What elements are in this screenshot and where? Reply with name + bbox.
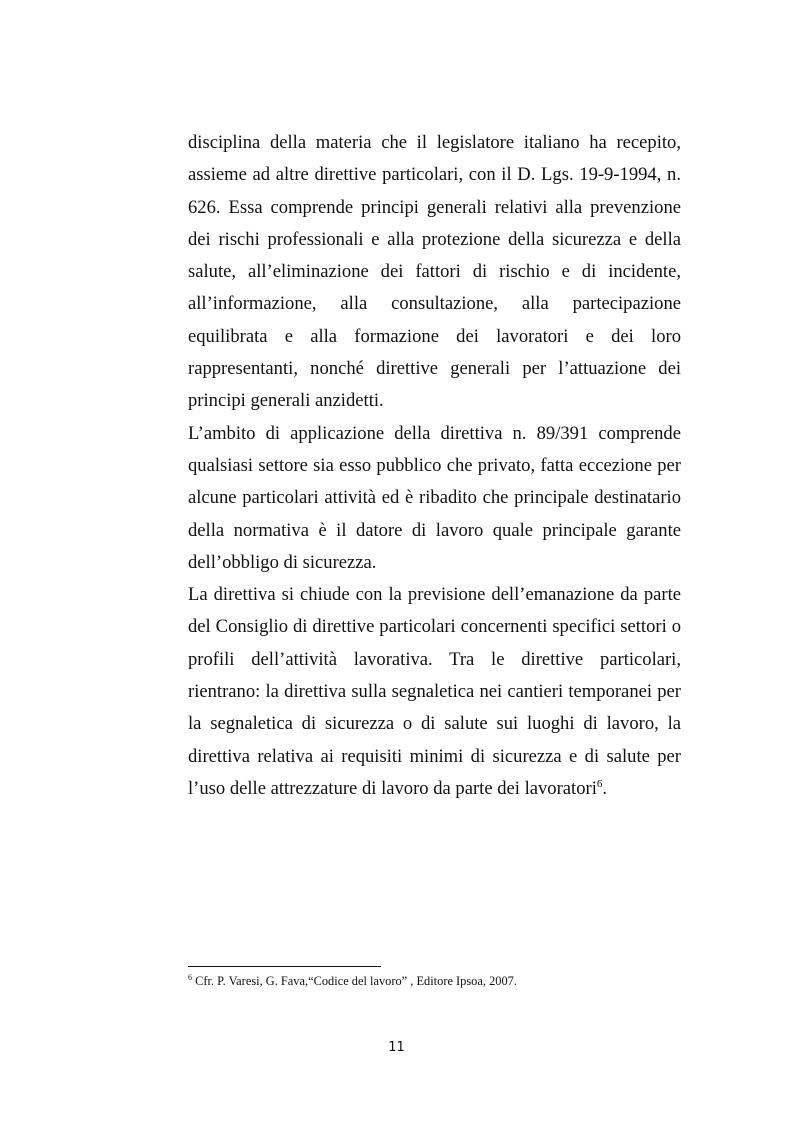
paragraph-1-text: disciplina della materia che il legislatore italiano ha recepito, assieme ad altre direttive particolari, con il D. Lgs. 19-9-1994, n. 626. Essa comprende principi generali relativi alla prevenzione dei rischi professionali e alla protezione della sicurezza e della salute, all’eliminazione dei fattori di rischio e di incidente, all’informazione, alla consultazione, alla partecipazione equilibrata e alla formazione dei lavoratori e dei loro rappresentanti, nonché direttive generali per l’attuazione dei principi generali anzidetti. — [188, 132, 681, 412]
footnote-reference[interactable]: 6 — [596, 777, 603, 790]
page-number: 11 — [388, 1040, 405, 1055]
footnote — [188, 973, 681, 989]
paragraph-3-trailing: . — [602, 777, 608, 799]
paragraph-1 — [188, 127, 681, 418]
paragraph-3 — [188, 579, 681, 805]
footnote-marker: 6 — [188, 972, 192, 982]
paragraph-2-text: L’ambito di applicazione della direttiva n. 89/391 comprende qualsiasi settore sia esso pubblico che privato, fatta eccezione per alcune particolari attività ed è ribadito che principale destinatario della normativa è il datore di lavoro quale principale garante dell’obbligo di sicurezza. — [188, 422, 681, 573]
footnote-separator — [188, 966, 381, 967]
body-text — [188, 127, 681, 805]
footnote-text: Cfr. P. Varesi, G. Fava,“Codice del lavoro” , Editore Ipsoa, 2007. — [192, 974, 517, 988]
paragraph-3-text: La direttiva si chiude con la previsione dell’emanazione da parte del Consiglio di direttive particolari concernenti specifici settori o profili dell’attività lavorativa. Tra le direttive particolari, rientrano: la direttiva sulla segnaletica nei cantieri temporanei per la segnaletica di sicurezza o di salute sui luoghi di lavoro, la direttiva relativa ai requisiti minimi di sicurezza e di salute per l’uso delle attrezzature di lavoro da parte dei lavoratori — [188, 584, 681, 799]
paragraph-2 — [188, 418, 681, 579]
